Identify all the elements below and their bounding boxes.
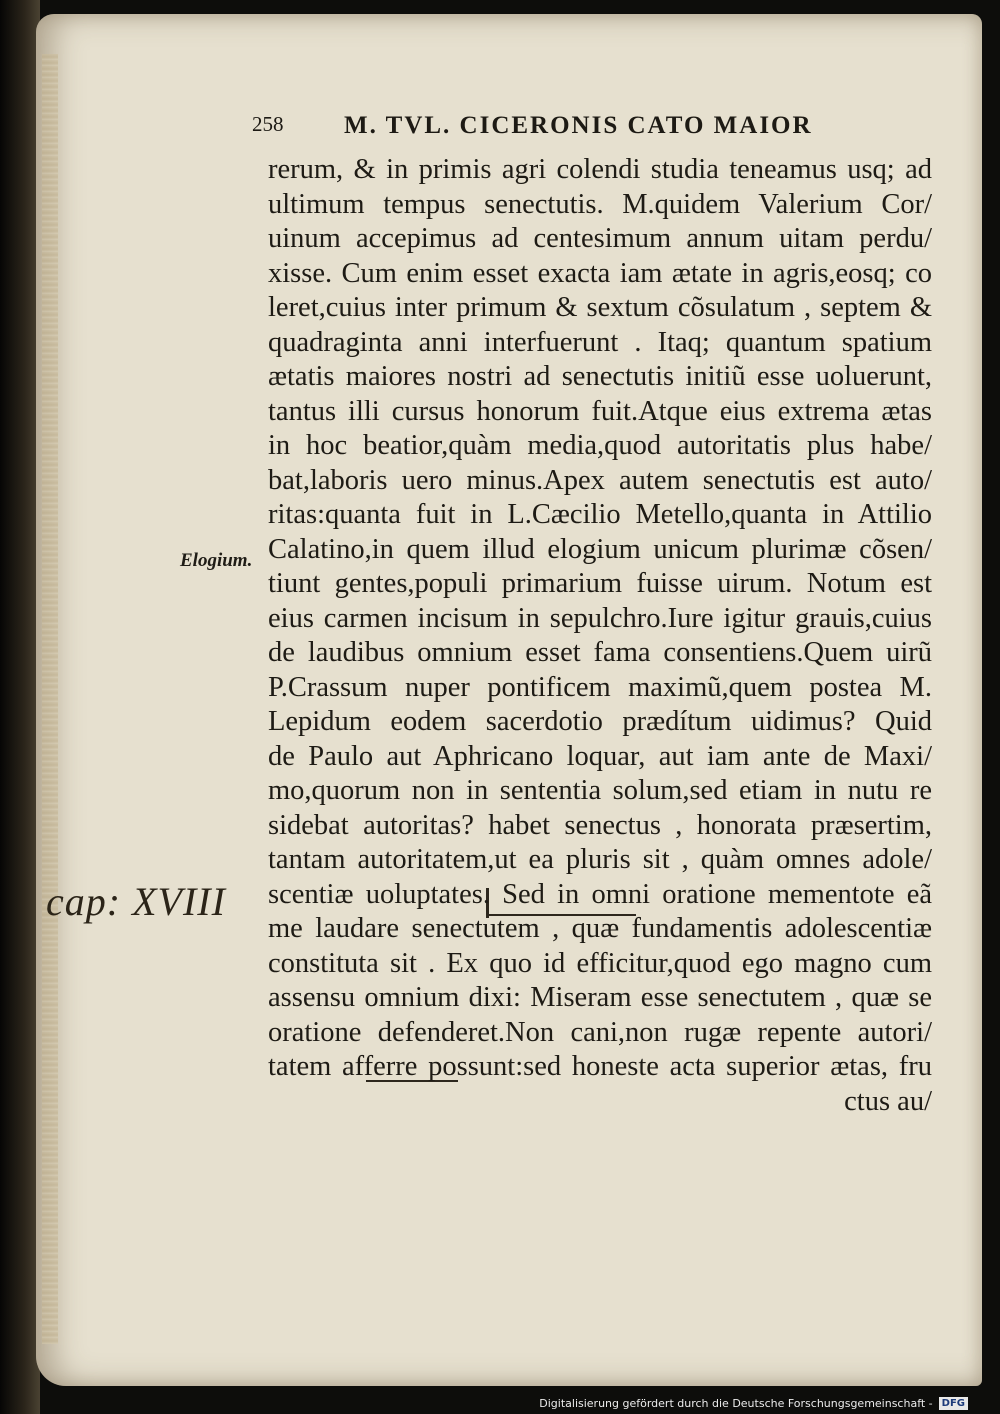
text-line: Calatino,in quem illud elogium unicum plurimæ cõsen/: [268, 533, 932, 565]
text-line: scentiæ uoluptates. Sed in omni oratione mementote eã: [268, 878, 932, 910]
text-line: mo,quorum non in sententia solum,sed etiam in nutu re: [268, 775, 932, 806]
text-line: ritas:quanta fuit in L.Cæcilio Metello,quanta in Attilio: [268, 499, 932, 530]
text-line: de laudibus omnium esset fama consentiens.Quem uirũ: [268, 637, 932, 668]
text-line: P.Crassum nuper pontificem maximũ,quem postea M.: [268, 671, 932, 703]
handwritten-chapter-note: cap: XVIII: [46, 879, 226, 924]
text-line: rerum, & in primis agri colendi studia teneamus usq; ad: [268, 154, 932, 185]
text-line: tatem afferre possunt:sed honeste acta superior ætas, fru: [268, 1051, 932, 1082]
text-line: me laudare senectutem , quæ fundamentis adolescentiæ: [268, 913, 932, 944]
page-edge-texture: [42, 54, 58, 1344]
text-line: tantus illi cursus honorum fuit.Atque eius extrema ætas: [268, 395, 932, 427]
text-line: ctus au/: [844, 1085, 932, 1117]
text-line: eius carmen incisum in sepulchro.Iure igitur grauis,cuius: [268, 602, 932, 634]
text-line: tiunt gentes,populi primarium fuisse uirum. Notum est: [268, 568, 932, 599]
running-title: M. TVL. CICERONIS CATO MAIOR: [344, 112, 813, 139]
text-line: sidebat autoritas? habet senectus , honorata præsertim,: [268, 809, 932, 841]
text-line: leret,cuius inter primum & sextum cõsulatum , septem &: [268, 292, 932, 323]
text-line: quadraginta anni interfuerunt . Itaq; quantum spatium: [268, 326, 932, 358]
funding-credit: Digitalisierung gefördert durch die Deutsche Forschungsgemeinschaft -: [539, 1396, 933, 1410]
text-line: ætatis maiores nostri ad senectutis initiũ esse uoluerunt,: [268, 361, 932, 392]
text-line: uinum accepimus ad centesimum annum uitam perdu/: [268, 223, 932, 254]
text-line: de Paulo aut Aphricano loquar, aut iam ante de Maxi/: [268, 740, 932, 772]
text-line: constituta sit . Ex quo id efficitur,quod ego magno cum: [268, 947, 932, 979]
marginal-note-elogium: Elogium.: [180, 550, 253, 571]
text-line: ultimum tempus senectutis. M.quidem Valerium Cor/: [268, 188, 932, 220]
dfg-logo: DFG: [939, 1397, 968, 1410]
body-text: [268, 153, 932, 1119]
text-line: in hoc beatior,quàm media,quod autoritatis plus habe/: [268, 430, 932, 461]
text-line: assensu omnium dixi: Miseram esse senectutem , quæ se: [268, 982, 932, 1013]
text-line: Lepidum eodem sacerdotio prædítum uidimus? Quid: [268, 706, 932, 737]
book-spine-shadow: [0, 0, 40, 1414]
digitization-footer: [539, 1396, 968, 1410]
page-number: 258: [252, 112, 284, 136]
text-line: tantam autoritatem,ut ea pluris sit , quàm omnes adole/: [268, 844, 932, 875]
text-line: xisse. Cum enim esset exacta iam ætate in agris,eosq; co: [268, 257, 932, 289]
page-header: [252, 112, 862, 148]
text-line: oratione defenderet.Non cani,non rugæ repente autori/: [268, 1016, 932, 1048]
text-line: bat,laboris uero minus.Apex autem senectutis est auto/: [268, 464, 932, 496]
